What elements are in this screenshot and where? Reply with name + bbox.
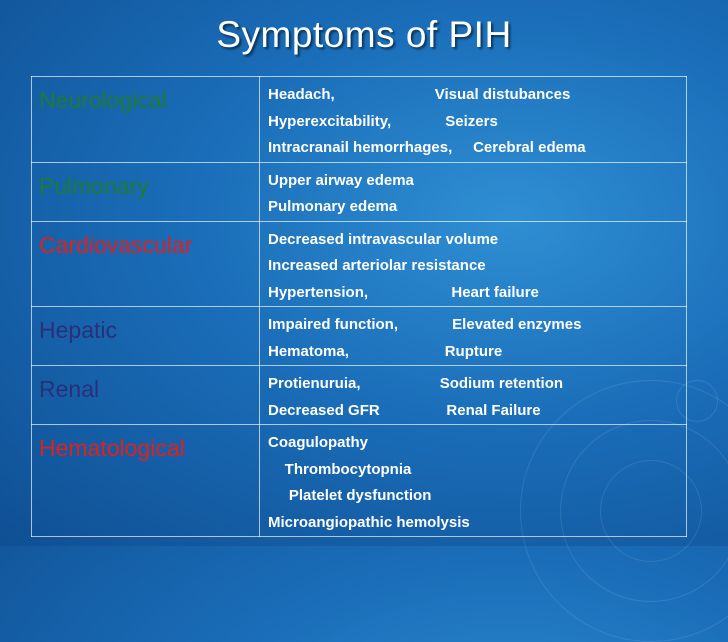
symptom-line: Hypertension, Heart failure: [268, 283, 539, 301]
table-row: [32, 221, 687, 307]
table-row: [32, 366, 687, 425]
symptom-line: Increased arteriolar resistance: [268, 257, 486, 274]
symptom-line: Thrombocytopnia: [268, 460, 412, 478]
symptom-list: [260, 221, 687, 307]
symptoms-table: [31, 76, 687, 537]
symptom-line: Intracranail hemorrhages, Cerebral edema: [268, 139, 586, 156]
category-neurological: Neurological: [32, 77, 260, 163]
category-cardiovascular: Cardiovascular: [32, 221, 260, 307]
symptom-list: [260, 425, 687, 537]
slide-title: Symptoms of PIH: [216, 14, 512, 55]
symptom-line: Upper airway edema: [268, 171, 414, 189]
category-hepatic: Hepatic: [32, 307, 260, 366]
table-row: [32, 307, 687, 366]
category-hematological: Hematological: [32, 425, 260, 537]
symptom-line: Headach, Visual distubances: [268, 86, 571, 103]
symptom-line: Platelet dysfunction: [268, 487, 432, 504]
symptom-list: [260, 77, 687, 163]
symptom-line: Impaired function, Elevated enzymes: [268, 316, 582, 333]
symptom-list: [260, 307, 687, 366]
symptom-line: Decreased GFR Renal Failure: [268, 401, 541, 419]
symptom-line: Hyperexcitability, Seizers: [268, 112, 498, 130]
table-row: [32, 77, 687, 163]
table-row: [32, 162, 687, 221]
symptom-line: Decreased intravascular volume: [268, 230, 499, 248]
symptom-line: Microangiopathic hemolysis: [268, 513, 470, 531]
symptom-line: Protienuruia, Sodium retention: [268, 375, 564, 392]
category-renal: Renal: [32, 366, 260, 425]
symptom-list: [260, 162, 687, 221]
symptom-line: Coagulopathy: [268, 434, 368, 451]
category-pulmonary: Pulmonary: [32, 162, 260, 221]
table-row: [32, 425, 687, 537]
symptom-list: [260, 366, 687, 425]
symptom-line: Pulmonary edema: [268, 198, 398, 215]
symptom-line: Hematoma, Rupture: [268, 342, 503, 360]
